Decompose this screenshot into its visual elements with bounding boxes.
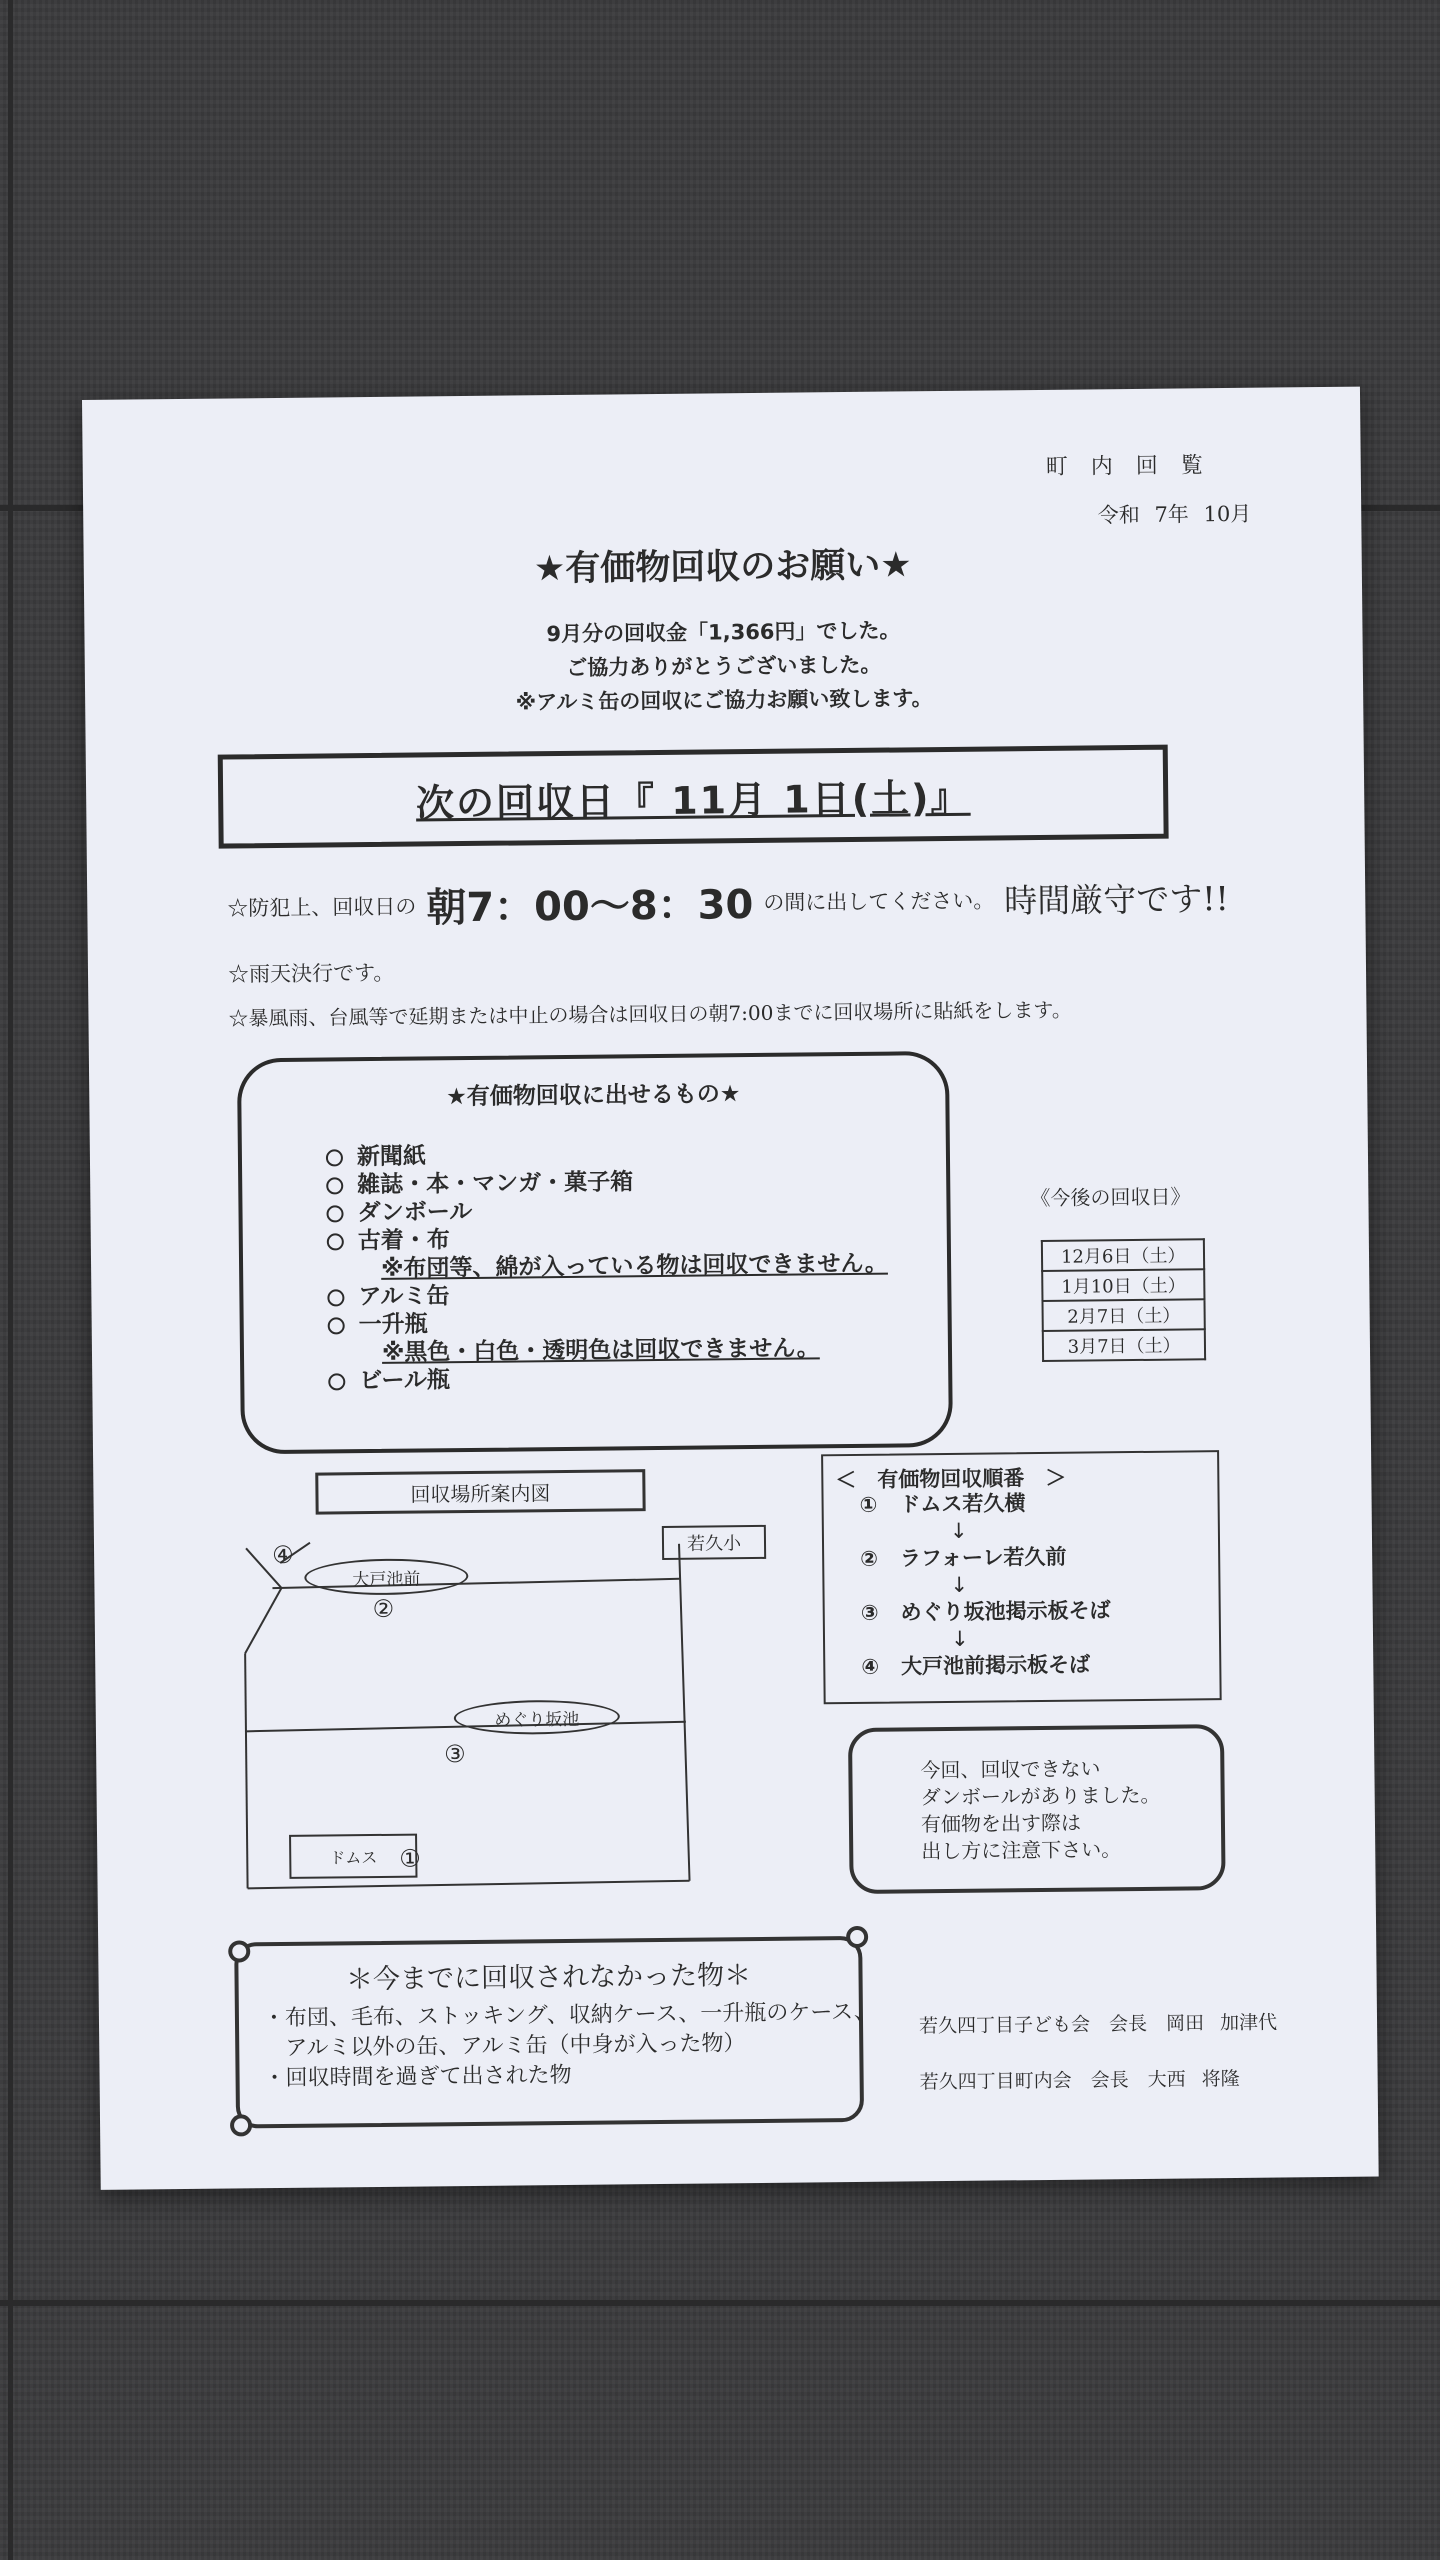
down-arrow-icon: ↓ — [950, 1572, 969, 1597]
school-label: 若久小 — [662, 1525, 766, 1560]
future-date: 1月10日（土） — [1042, 1269, 1205, 1301]
future-date: 12月6日（土） — [1042, 1239, 1205, 1271]
collection-time: 朝7：00～8：30 — [426, 881, 754, 932]
floor-joint — [0, 2300, 1440, 2306]
circulation-label: 町 内 回 覧 — [1045, 453, 1211, 480]
item-label: 雑誌・本・マンガ・菓子箱 — [357, 1169, 634, 1199]
accepted-items-list — [326, 1138, 889, 1396]
list-item — [861, 1651, 1111, 1681]
future-date: 2月7日（土） — [1042, 1299, 1205, 1331]
collection-map — [223, 1457, 838, 1898]
scroll-curl-icon — [230, 2114, 252, 2136]
notice-storm: ☆暴風雨、台風等で延期または中止の場合は回収日の朝7:00までに回収場所に貼紙をします。 — [228, 997, 1072, 1031]
notice-time-mid: の間に出してください。 — [763, 887, 995, 915]
future-dates-table — [1041, 1238, 1207, 1362]
circle-bullet-icon — [328, 1317, 345, 1334]
notice-line: 今回、回収できない — [920, 1756, 1101, 1783]
cardboard-notice-box — [848, 1724, 1226, 1894]
list-item: ・回収時間を過ぎて出された物 — [263, 2062, 572, 2092]
issue-date: 令和 7年 10月 — [1097, 501, 1252, 528]
circle-bullet-icon — [327, 1289, 344, 1306]
collection-order-title: ＜ 有価物回収順番 ＞ — [835, 1465, 1067, 1493]
item-label: ダンボール — [357, 1198, 473, 1227]
next-collection-date: 次の回収日『 11月 1日(土)』 — [415, 775, 971, 826]
flyer-title: ★有価物回収のお願い★ — [533, 545, 912, 590]
notice-time-prefix: ☆防犯上、回収日の — [227, 894, 417, 921]
signature-town-association: 若久四丁目町内会 会長 大西 将隆 — [919, 2067, 1240, 2094]
cardboard-notice-text — [920, 1755, 1161, 1866]
item-note: ※黒色・白色・透明色は回収できません。 — [381, 1335, 820, 1366]
collection-order-box — [821, 1450, 1222, 1704]
time-strict-notice: 時間厳守です!! — [1004, 879, 1230, 921]
circle-bullet-icon — [326, 1205, 343, 1222]
item-label: ビール瓶 — [359, 1367, 451, 1395]
circular-flyer — [82, 387, 1379, 2190]
item-note: ※布団等、綿が入っている物は回収できません。 — [380, 1250, 888, 1282]
down-arrow-icon: ↓ — [950, 1626, 969, 1651]
floor-joint — [8, 0, 13, 2560]
not-collected-list — [263, 1998, 877, 2094]
table-row — [1043, 1329, 1206, 1361]
map-road — [679, 1544, 690, 1881]
map-road — [244, 1588, 282, 1653]
item-label: アルミ缶 — [358, 1283, 450, 1311]
notice-time — [227, 868, 1229, 935]
map-point-3: ③ — [444, 1740, 466, 1769]
item-label: 一升瓶 — [358, 1311, 428, 1339]
map-point-1: ① — [399, 1844, 421, 1873]
list-item: アルミ以外の缶、アルミ缶（中身が入った物） — [263, 2031, 746, 2062]
accepted-items-title: ★有価物回収に出せるもの★ — [446, 1081, 741, 1111]
map-road — [248, 1881, 690, 1889]
item-label: 新聞紙 — [356, 1143, 427, 1171]
notice-line: 有価物を出す際は — [920, 1810, 1082, 1837]
future-date: 3月7日（土） — [1043, 1329, 1206, 1361]
table-row — [1042, 1269, 1205, 1301]
item-label: 古着・布 — [357, 1227, 450, 1255]
notice-line: 出し方に注意下さい。 — [921, 1837, 1122, 1864]
domus-label: ドムス — [289, 1834, 417, 1879]
map-point-4: ④ — [271, 1540, 294, 1570]
list-item — [860, 1543, 1110, 1573]
future-dates-title: 《今後の回収日》 — [1030, 1184, 1191, 1211]
intro-text — [84, 609, 1363, 724]
list-item — [861, 1597, 1111, 1627]
table-row — [1042, 1299, 1205, 1331]
circle-bullet-icon — [326, 1149, 343, 1166]
accepted-items-box — [237, 1051, 953, 1454]
list-item: ・布団、毛布、ストッキング、収納ケース、一升瓶のケース、 — [262, 1999, 876, 2032]
notice-rain: ☆雨天決行です。 — [227, 960, 395, 987]
intro-line: 9月分の回収金「1,366円」でした。 — [546, 618, 901, 647]
intro-line: ご協力ありがとうございました。 — [566, 652, 882, 680]
step-number: ① — [859, 1492, 878, 1517]
scroll-curl-icon — [846, 1926, 868, 1948]
not-collected-scroll — [234, 1936, 876, 2129]
list-item — [859, 1489, 1109, 1519]
step-number: ④ — [861, 1654, 880, 1679]
map-point-2: ② — [372, 1594, 395, 1624]
intro-line: ※アルミ缶の回収にご協力お願い致します。 — [515, 686, 933, 715]
list-item — [328, 1362, 889, 1396]
pond-front-label: 大戸池前 — [304, 1558, 468, 1596]
circle-bullet-icon — [328, 1373, 345, 1390]
table-row — [1042, 1239, 1205, 1271]
step-number: ③ — [860, 1600, 879, 1625]
slope-pond-label: めぐり坂池 — [454, 1699, 620, 1735]
circle-bullet-icon — [327, 1233, 344, 1250]
collection-order-list — [859, 1489, 1111, 1681]
down-arrow-icon: ↓ — [949, 1518, 968, 1543]
map-road — [245, 1653, 247, 1888]
notice-line: ダンボールがありました。 — [920, 1782, 1161, 1810]
step-label: 大戸池前掲示板そば — [900, 1652, 1091, 1679]
circle-bullet-icon — [326, 1177, 343, 1194]
step-label: めぐり坂池掲示板そば — [900, 1598, 1111, 1625]
signature-children-association: 若久四丁目子ども会 会長 岡田 加津代 — [918, 2011, 1278, 2038]
step-label: ラフォーレ若久前 — [899, 1544, 1067, 1571]
map-title: 回収場所案内図 — [315, 1469, 645, 1514]
step-label: ドムス若久横 — [899, 1491, 1026, 1517]
not-collected-title: ＊今までに回収されなかった物＊ — [345, 1960, 752, 1996]
step-number: ② — [860, 1546, 879, 1571]
next-collection-box — [218, 745, 1169, 849]
